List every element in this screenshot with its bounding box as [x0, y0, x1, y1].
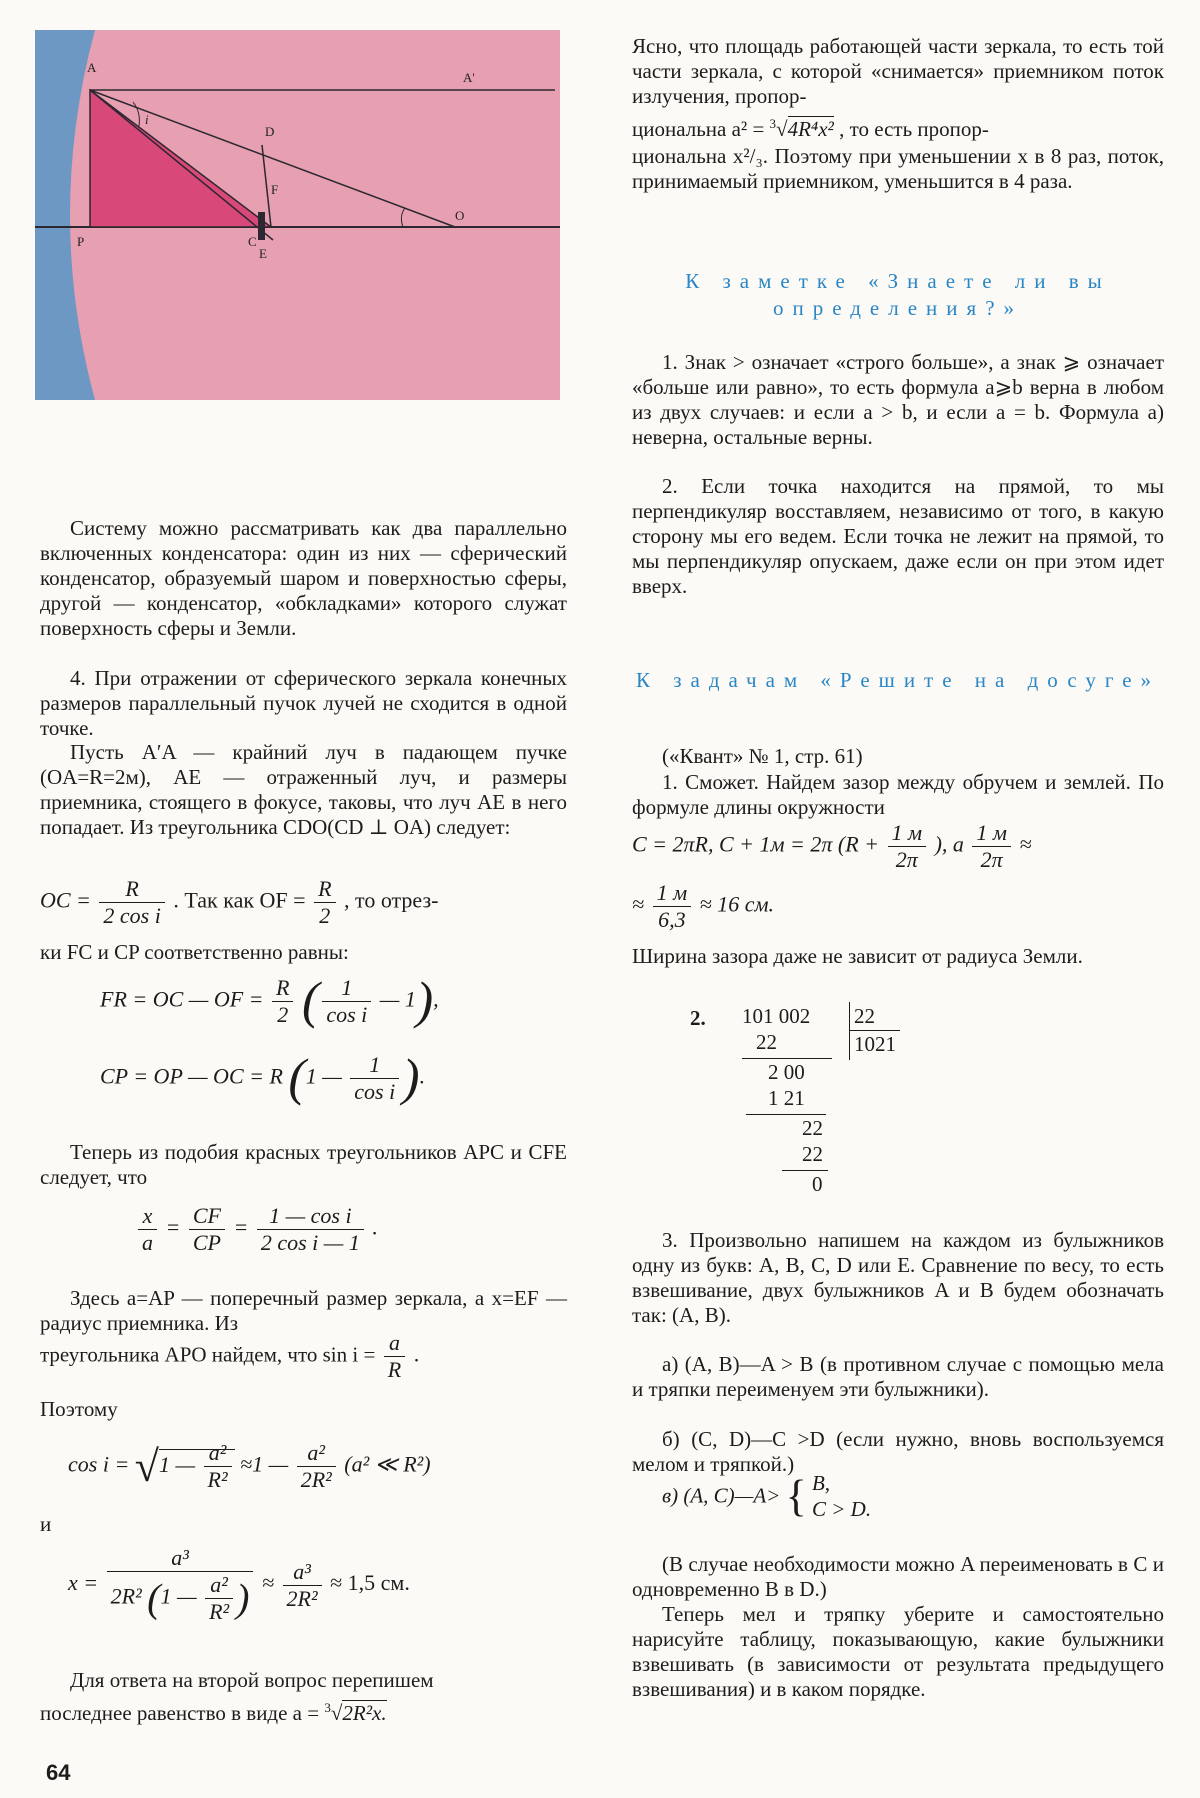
equation-sin: треугольника APO найдем, что sin i = $\frac{a}{R}$ .: [40, 1330, 420, 1382]
equation-weighing: в) (A, C)—A> { B, C > D.: [662, 1471, 872, 1521]
label-C: C: [248, 234, 257, 249]
receiver: [258, 212, 265, 240]
paragraph: а) (A, B)—A > B (в противном случае с помощью мела и тряпки переименуем эти булыжники).: [632, 1352, 1164, 1401]
paragraph: ки FC и CP соответственно равны:: [40, 940, 349, 964]
paragraph: Теперь из подобия красных треугольников APC и CFE следует, что: [40, 1140, 567, 1189]
division-step: 2 00: [768, 1060, 805, 1084]
divisor: 22: [854, 1004, 875, 1028]
paragraph: 3. Произвольно напишем на каждом из булыжников одну из букв: A, B, C, D или E. Сравнение по весу, то есть взвешивание, двух булыжников A и B будем обозначать так: (A, B).: [632, 1228, 1164, 1327]
division-step: 22: [802, 1116, 823, 1140]
paragraph: Систему можно рассматривать как два параллельно включенных конденсатора: один из них — сферический конденсатор, образуемый шаром и поверхностью сферы, другой — конденсатор, «обкладками» которого служат поверхность сферы и Земли.: [40, 516, 567, 640]
label-P: P: [77, 234, 85, 249]
paragraph: Здесь a=AP — поперечный размер зеркала, а x=EF — радиус приемника. Из: [40, 1286, 567, 1335]
paragraph: Для ответа на второй вопрос перепишем: [70, 1668, 434, 1692]
label-A-prime: A': [463, 70, 475, 85]
paragraph: Пусть A′A — крайний луч в падающем пучке (OA=R=2м), AE — отраженный луч, и размеры приемника, стоящего в фокусе, таковы, что луч AE в него попадает. Из треугольника CDO(CD ⊥ OA) следует:: [40, 740, 567, 839]
label-D: D: [265, 124, 275, 139]
division-step: 1 21: [768, 1086, 805, 1110]
paragraph: 1. Знак > означает «строго больше», а знак ⩾ означает «больше или равно», то есть формула a⩾b верна в любом из двух случаев: и если a > b, и если a = b. Формула а) неверна, остальные верны.: [632, 350, 1164, 449]
section-heading: К задачам «Решите на досуге»: [635, 668, 1161, 692]
equation-gap: ≈ $\frac{1 м}{6,3}$ ≈ 16 см.: [632, 880, 775, 932]
paragraph: б) (C, D)—C >D (если нужно, вновь воспользуемся мелом и тряпкой.): [632, 1427, 1164, 1476]
paragraph: Теперь мел и тряпку уберите и самостоятельно нарисуйте таблицу, показывающую, какие булыжники взвешивать (в зависимости от результата предыдущего взвешивания) и в каком порядке.: [632, 1602, 1164, 1701]
label-F: F: [271, 182, 279, 197]
paragraph: 4. При отражении от сферического зеркала конечных размеров параллельный пучок лучей не сходится в одной точке.: [40, 666, 567, 740]
equation-circumference: C = 2πR, C + 1м = 2π (R + $\frac{1 м}{2\pi}$ ), а $\frac{1 м}{2\pi}$ ≈: [632, 820, 1032, 872]
equation-ratio: $\frac{x}{a}$ = $\frac{CF}{CP}$ = $\frac{\text{1 — cos i}}{\text{2 cos i — 1}}$ .: [135, 1203, 378, 1256]
paragraph: 2. Если точка находится на прямой, то мы перпендикуляр восставляем, независимо от того, в какую сторону мы его ведем. Если точка не лежит на прямой, то мы перпендикуляр опускаем, даже если он при этом идет вверх.: [632, 474, 1164, 598]
solution-label: 2.: [690, 1006, 706, 1030]
paragraph: Поэтому: [40, 1397, 118, 1421]
mirror-diagram: [35, 30, 560, 400]
paragraph: циональна x²/₃. Поэтому при уменьшении x в 8 раз, поток, принимаемый приемником, уменьшится в 4 раза.: [632, 144, 1164, 193]
equation-oc: OC = $\frac{R}{\text{2 cos i}}$ . Так как OF = $\frac{R}{2}$ , то отрез-: [40, 876, 439, 928]
equation-x: x = a³ 2R² (1 — $\frac{\text{a²}}{\text{R²}}$ ) ≈ $\frac{\text{a³}}{\text{2R²}}$ ≈ 1,5 см.: [68, 1545, 410, 1624]
paragraph: («Квант» № 1, стр. 61): [662, 744, 863, 768]
label-i: i: [145, 112, 149, 127]
paragraph: 1. Сможет. Найдем зазор между обручем и землей. По формуле длины окружности: [632, 770, 1164, 819]
division-step: 22: [756, 1030, 777, 1054]
equation-area: циональна a² = $^3$√4R⁴x² , то есть пропор-: [632, 116, 989, 141]
equation-root: последнее равенство в виде a = $^3$√2R²x.: [40, 1700, 387, 1725]
paragraph: и: [40, 1512, 52, 1536]
paragraph: Ясно, что площадь работающей части зеркала, то есть той части зеркала, с которой «снимается» приемником поток излучения, пропор-: [632, 34, 1164, 108]
equation-cp: CP = OP — OC = R (1 — $\frac{1}{\text{cos i}}$ ).: [100, 1049, 426, 1107]
division-step: 22: [802, 1142, 823, 1166]
division-step: 0: [812, 1172, 823, 1196]
page-number: 64: [46, 1760, 71, 1785]
paragraph: Ширина зазора даже не зависит от радиуса Земли.: [632, 944, 1083, 968]
label-O: O: [455, 208, 465, 223]
quotient: 1021: [854, 1032, 896, 1056]
label-A: A: [87, 60, 97, 75]
label-E: E: [259, 246, 267, 261]
equation-fr: FR = OC — OF = $\frac{R}{2}$ ( $\frac{1}{\text{cos i}}$ — 1),: [100, 972, 439, 1030]
dividend: 101 002: [742, 1004, 811, 1028]
equation-cos: cos i = √1 — $\frac{\text{a²}}{\text{R²}}$ ≈1 — $\frac{\text{a²}}{\text{2R²}}$ (a² ≪ R²): [68, 1440, 431, 1492]
section-heading: К заметке «Знаете ли вы определения?»: [685, 269, 1111, 320]
paragraph: (В случае необходимости можно A переименовать в C и одновременно B в D.): [632, 1552, 1164, 1601]
